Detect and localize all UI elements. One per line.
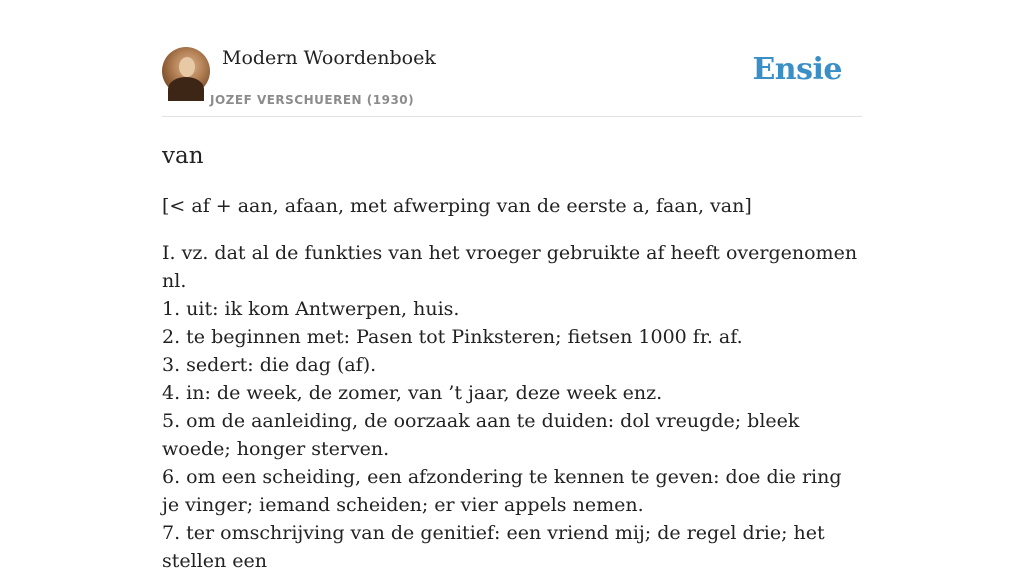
definition-line: 4. in: de week, de zomer, van ’t jaar, deze week enz. (162, 382, 663, 404)
definition-line: 1. uit: ik kom Antwerpen, huis. (162, 298, 460, 320)
definition-line: I. vz. dat al de funkties van het vroeger gebruikte af heeft overgenomen nl. (162, 242, 858, 292)
entry-content (162, 142, 862, 575)
avatar-face (179, 57, 195, 77)
definition-line: 7. ter omschrijving van de genitief: een vriend mij; de regel drie; het stellen een (162, 522, 825, 572)
author-avatar[interactable] (162, 47, 210, 95)
page (162, 0, 862, 575)
etymology: [< af + aan, afaan, met afwerping van de eerste a, faan, van] (162, 195, 752, 217)
header (162, 0, 862, 117)
definition-line: 6. om een scheiding, een afzondering te kennen te geven: doe die ring je vinger; iemand scheiden; er vier appels nemen. (162, 466, 842, 516)
book-title-link[interactable]: Modern Woordenboek (222, 47, 436, 69)
definition-line: 5. om de aanleiding, de oorzaak aan te duiden: dol vreugde; bleek woede; honger sterven. (162, 410, 800, 460)
definition-line: 3. sedert: die dag (af). (162, 354, 377, 376)
headword: van (162, 143, 204, 169)
ensie-logo[interactable]: Ensie (752, 52, 842, 87)
author-name: JOZEF VERSCHUEREN (1930) (210, 93, 415, 107)
definition-line: 2. te beginnen met: Pasen tot Pinksteren; fietsen 1000 fr. af. (162, 326, 743, 348)
avatar-body (168, 77, 204, 101)
definitions (162, 239, 862, 575)
